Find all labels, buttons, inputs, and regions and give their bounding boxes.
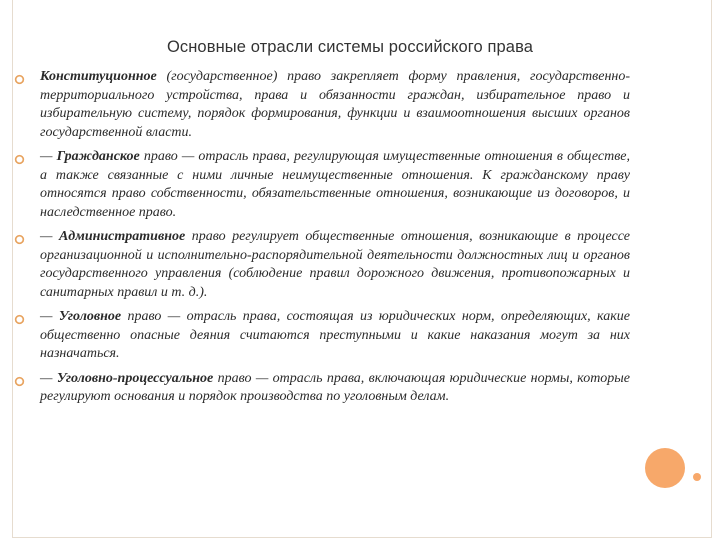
bullet-prefix: —	[40, 149, 57, 164]
decorative-circle	[645, 448, 685, 488]
ring-bullet-icon	[14, 376, 25, 387]
list-item	[14, 148, 630, 222]
bullet-term: Уголовно-процессуальное	[56, 370, 214, 386]
decorative-dot	[693, 473, 701, 481]
bullet-body: право — отрасль права, регулирующая имущественные отношения в обществе, а также связанные с ними личные неимущественные отношения. К гражданскому праву относятся право собственности, обязательственные отношения, возникающие из договоров, и наследственное право.	[40, 149, 630, 220]
page-title: Основные отрасли системы российского права	[166, 38, 534, 56]
bullet-body: (государственное) право закрепляет форму правления, государственно-территориального устройства, права и обязанности граждан, избирательное право и избирательную систему, порядок формирования, функции и взаимоотношения высших органов государственной власти.	[40, 69, 630, 140]
list-item	[14, 228, 630, 302]
bullet-term: Административное	[58, 229, 186, 244]
ring-bullet-icon	[14, 314, 25, 325]
list-item	[14, 68, 630, 142]
bullet-term: Гражданское	[56, 149, 140, 164]
bullet-text	[40, 68, 630, 142]
ring-bullet-icon	[14, 74, 25, 85]
bullet-body: право — отрасль права, включающая юридические нормы, которые регулируют основания и порядок производства по уголовным делам.	[40, 370, 631, 404]
bullet-prefix: —	[40, 370, 57, 386]
bullet-body: право регулирует общественные отношения, возникающие в процессе организационной и исполнительно-распорядительной деятельности должностных лиц и органов государственного управления (соблюдение правил дорожного движения, противопожарных и санитарных правил и т. д.).	[40, 229, 631, 300]
list-item	[14, 308, 630, 364]
bullet-text	[40, 228, 630, 302]
ring-bullet-icon	[14, 154, 25, 165]
bullet-list	[14, 68, 630, 413]
list-item	[14, 370, 630, 407]
bullet-prefix: —	[40, 229, 59, 244]
bullet-text	[40, 148, 630, 222]
bullet-prefix: —	[40, 309, 59, 324]
ring-bullet-icon	[14, 234, 25, 245]
bullet-text	[40, 308, 630, 364]
bullet-text	[40, 370, 630, 407]
bullet-body: право — отрасль права, состоящая из юридических норм, определяющих, какие общественно опасные деяния считаются преступными и какие наказания могут за них назначаться.	[40, 309, 631, 361]
bullet-term: Уголовное	[58, 309, 122, 324]
bullet-term: Конституционное	[40, 69, 157, 84]
